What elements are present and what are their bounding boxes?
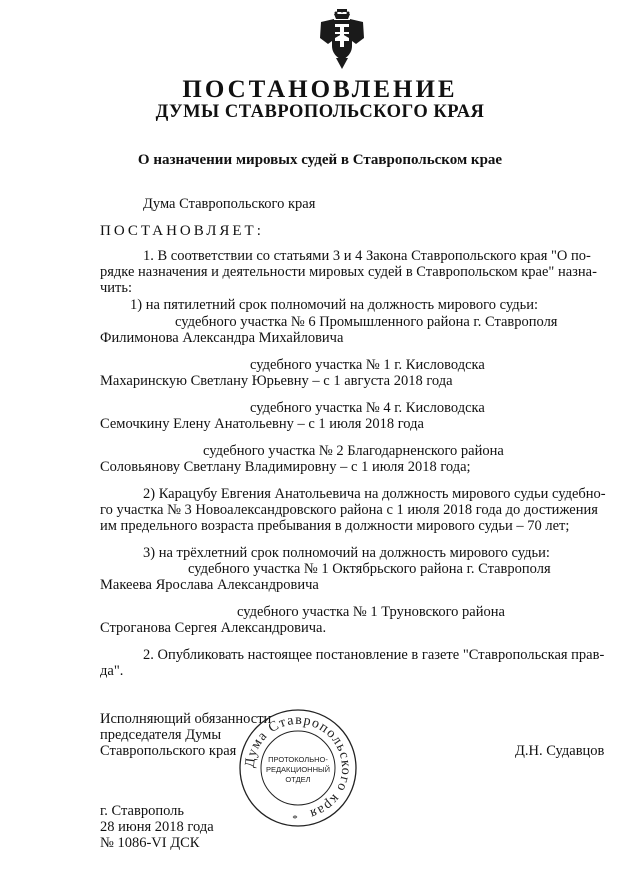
section-1-heading: 1) на пятилетний срок полномочий на должность мирового судьи: <box>130 297 538 313</box>
decree-text: ПОСТАНОВЛЯЕТ: <box>100 223 264 239</box>
paragraph-2-line-2: да". <box>100 663 124 679</box>
appointment-3-place: судебного участка № 4 г. Кисловодска <box>250 400 485 416</box>
signatory-title-line-3: Ставропольского края <box>100 743 237 759</box>
stamp-center-line-2: РЕДАКЦИОННЫЙ <box>265 765 331 774</box>
document-subtitle: ДУМЫ СТАВРОПОЛЬСКОГО КРАЯ <box>155 102 485 122</box>
stamp-center-line-3: ОТДЕЛ <box>285 775 311 784</box>
appointment-5-name: Макеева Ярослава Александровича <box>100 577 319 593</box>
paragraph-2-line-1: 2. Опубликовать настоящее постановление в газете "Ставропольская прав- <box>143 647 605 663</box>
section-2-line-3: им предельного возраста пребывания в должности мирового судьи – 70 лет; <box>100 518 570 534</box>
footer-date: 28 июня 2018 года <box>100 819 214 835</box>
stamp-ring-text: Дума Ставропольского края <box>242 712 354 822</box>
paragraph-1-line-2: рядке назначения и деятельности мировых судей в Ставропольском крае" назна- <box>100 264 597 280</box>
appointment-6-place: судебного участка № 1 Труновского района <box>237 604 505 620</box>
appointment-2-name: Махаринскую Светлану Юрьевну – с 1 августа 2018 года <box>100 373 453 389</box>
appointment-4-place: судебного участка № 2 Благодарненского района <box>203 443 504 459</box>
appointment-6-name: Строганова Сергея Александровича. <box>100 620 327 636</box>
stavropol-coat-of-arms-icon <box>318 8 366 70</box>
appointment-4-name: Соловьянову Светлану Владимировну – с 1 июля 2018 года; <box>100 459 471 475</box>
section-2-line-1: 2) Карацубу Евгения Анатольевича на должность мирового судьи судебно- <box>143 486 606 502</box>
signatory-title-line-1: Исполняющий обязанности <box>100 711 272 727</box>
appointment-2-place: судебного участка № 1 г. Кисловодска <box>250 357 485 373</box>
footer-city: г. Ставрополь <box>100 803 185 819</box>
appointment-5-place: судебного участка № 1 Октябрьского района г. Ставрополя <box>188 561 551 577</box>
document-title: ПОСТАНОВЛЕНИЕ <box>182 76 458 103</box>
paragraph-1-line-3: чить: <box>100 280 133 296</box>
round-stamp <box>236 706 360 830</box>
appointment-3-name: Семочкину Елену Анатольевну – с 1 июля 2018 года <box>100 416 424 432</box>
signatory-title-line-2: председателя Думы <box>100 727 222 743</box>
appointment-1-place: судебного участка № 6 Промышленного района г. Ставрополя <box>175 314 558 330</box>
appointment-1-name: Филимонова Александра Михайловича <box>100 330 344 346</box>
signatory-name: Д.Н. Судавцов <box>515 743 605 759</box>
intro-text: Дума Ставропольского края <box>143 196 316 212</box>
section-2-line-2: го участка № 3 Новоалександровского района с 1 июля 2018 года до достижения <box>100 502 598 518</box>
footer-number: № 1086-VI ДСК <box>100 835 200 851</box>
section-3-heading: 3) на трёхлетний срок полномочий на должность мирового судьи: <box>143 545 550 561</box>
document-heading: О назначении мировых судей в Ставропольском крае <box>137 152 503 168</box>
stamp-center-line-1: ПРОТОКОЛЬНО- <box>268 755 328 764</box>
stamp-star: * <box>292 813 298 825</box>
paragraph-1-line-1: 1. В соответствии со статьями 3 и 4 Закона Ставропольского края "О по- <box>143 248 591 264</box>
